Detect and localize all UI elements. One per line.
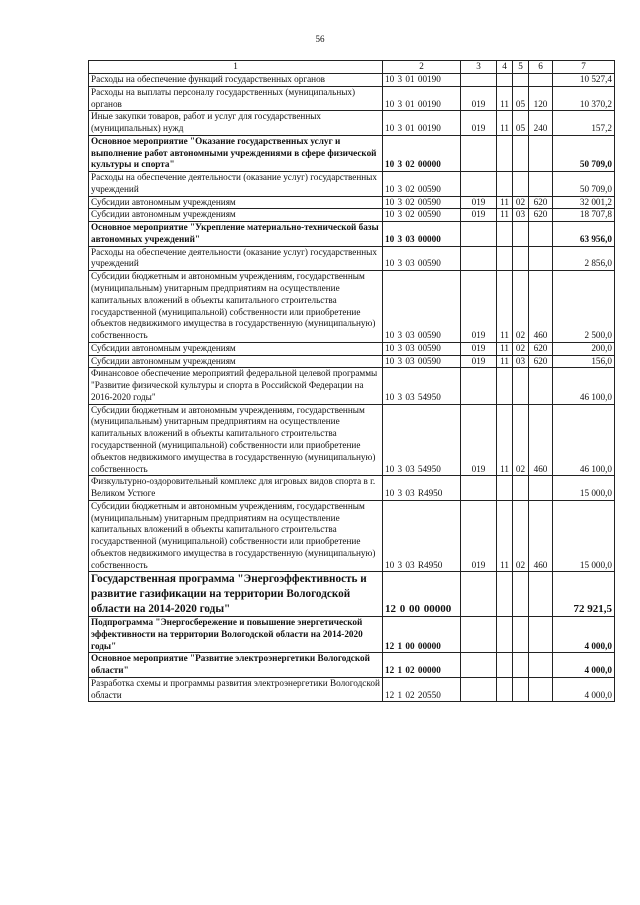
row-expense-type xyxy=(529,368,553,404)
row-section: 11 xyxy=(497,209,513,222)
row-admin: 019 xyxy=(461,111,497,136)
table-row xyxy=(89,368,615,404)
row-amount: 2 500,0 xyxy=(553,271,615,343)
row-code: 12 1 00 00000 xyxy=(383,617,461,653)
row-section xyxy=(497,74,513,87)
row-subsection xyxy=(513,246,529,271)
table-row xyxy=(89,355,615,368)
row-subsection: 02 xyxy=(513,500,529,572)
row-amount: 50 709,0 xyxy=(553,172,615,197)
row-subsection: 03 xyxy=(513,355,529,368)
table-row xyxy=(89,500,615,572)
row-expense-type: 460 xyxy=(529,271,553,343)
row-admin xyxy=(461,653,497,678)
row-name: Разработка схемы и программы развития электроэнергетики Вологодской области xyxy=(89,677,383,702)
row-code: 10 3 03 R4950 xyxy=(383,500,461,572)
row-name: Государственная программа "Энергоэффективность и развитие газификации на территории Вологодской области на 2014-2020 годы" xyxy=(89,572,383,617)
table-row xyxy=(89,476,615,501)
row-amount: 4 000,0 xyxy=(553,653,615,678)
row-expense-type xyxy=(529,677,553,702)
row-section xyxy=(497,135,513,171)
row-subsection: 02 xyxy=(513,404,529,476)
header-row xyxy=(89,61,615,74)
row-admin xyxy=(461,617,497,653)
table-row xyxy=(89,86,615,111)
row-section: 11 xyxy=(497,342,513,355)
row-section: 11 xyxy=(497,355,513,368)
column-header: 5 xyxy=(513,61,529,74)
row-expense-type xyxy=(529,222,553,247)
row-admin: 019 xyxy=(461,355,497,368)
row-expense-type: 620 xyxy=(529,355,553,368)
row-admin xyxy=(461,246,497,271)
row-code: 10 3 03 R4950 xyxy=(383,476,461,501)
row-expense-type xyxy=(529,653,553,678)
row-expense-type: 620 xyxy=(529,196,553,209)
row-section: 11 xyxy=(497,111,513,136)
row-admin xyxy=(461,572,497,617)
row-subsection: 05 xyxy=(513,86,529,111)
row-admin: 019 xyxy=(461,196,497,209)
row-name: Подпрограмма "Энергосбережение и повышение энергетической эффективности на территории Вологодской области на 2014-2020 годы" xyxy=(89,617,383,653)
table-row xyxy=(89,404,615,476)
row-amount: 4 000,0 xyxy=(553,617,615,653)
row-amount: 10 527,4 xyxy=(553,74,615,87)
row-admin xyxy=(461,476,497,501)
table-row xyxy=(89,209,615,222)
row-section xyxy=(497,246,513,271)
row-section: 11 xyxy=(497,500,513,572)
page-number: 56 xyxy=(315,34,325,44)
row-code: 10 3 03 00590 xyxy=(383,246,461,271)
column-header: 6 xyxy=(529,61,553,74)
column-header: 2 xyxy=(383,61,461,74)
row-admin xyxy=(461,172,497,197)
row-name: Субсидии автономным учреждениям xyxy=(89,209,383,222)
row-expense-type: 460 xyxy=(529,500,553,572)
row-section: 11 xyxy=(497,196,513,209)
row-code: 10 3 03 00590 xyxy=(383,355,461,368)
row-section xyxy=(497,476,513,501)
row-expense-type: 620 xyxy=(529,342,553,355)
row-name: Основное мероприятие "Укрепление материально-технической базы автономных учреждений" xyxy=(89,222,383,247)
row-section: 11 xyxy=(497,86,513,111)
row-section xyxy=(497,572,513,617)
row-amount: 72 921,5 xyxy=(553,572,615,617)
row-name: Субсидии автономным учреждениям xyxy=(89,196,383,209)
row-amount: 32 001,2 xyxy=(553,196,615,209)
row-admin: 019 xyxy=(461,404,497,476)
row-code: 10 3 02 00000 xyxy=(383,135,461,171)
row-subsection xyxy=(513,368,529,404)
row-expense-type: 460 xyxy=(529,404,553,476)
row-name: Физкультурно-оздоровительный комплекс для игровых видов спорта в г. Великом Устюге xyxy=(89,476,383,501)
row-admin: 019 xyxy=(461,500,497,572)
row-subsection xyxy=(513,617,529,653)
row-name: Финансовое обеспечение мероприятий федеральной целевой программы "Развитие физической культуры и спорта в Российской Федерации на 2016-2020 годы" xyxy=(89,368,383,404)
table-row xyxy=(89,111,615,136)
row-code: 10 3 01 00190 xyxy=(383,111,461,136)
row-amount: 157,2 xyxy=(553,111,615,136)
row-name: Субсидии бюджетным и автономным учреждениям, государственным (муниципальным) унитарным предприятиям на осуществление капитальных вложений в объекты капитального строительства государственной (муниципальной) собственности или приобретение объектов недвижимого имущества в государственную (муниципальную) собственность xyxy=(89,271,383,343)
row-admin: 019 xyxy=(461,271,497,343)
row-admin xyxy=(461,135,497,171)
row-subsection: 02 xyxy=(513,271,529,343)
row-section xyxy=(497,172,513,197)
table-row xyxy=(89,342,615,355)
table-row xyxy=(89,271,615,343)
row-name: Основное мероприятие "Развитие электроэнергетики Вологодской области" xyxy=(89,653,383,678)
row-subsection xyxy=(513,172,529,197)
row-section xyxy=(497,368,513,404)
table-row xyxy=(89,677,615,702)
row-name: Субсидии автономным учреждениям xyxy=(89,342,383,355)
table-row xyxy=(89,653,615,678)
row-name: Основное мероприятие "Оказание государственных услуг и выполнение работ автономными учреждениями в сфере физической культуры и спорта" xyxy=(89,135,383,171)
row-admin: 019 xyxy=(461,342,497,355)
row-subsection: 05 xyxy=(513,111,529,136)
row-code: 10 3 02 00590 xyxy=(383,196,461,209)
row-expense-type xyxy=(529,135,553,171)
row-expense-type xyxy=(529,74,553,87)
row-section: 11 xyxy=(497,404,513,476)
row-subsection xyxy=(513,653,529,678)
row-name: Расходы на выплаты персоналу государственных (муниципальных) органов xyxy=(89,86,383,111)
row-code: 12 1 02 20550 xyxy=(383,677,461,702)
row-code: 12 1 02 00000 xyxy=(383,653,461,678)
row-expense-type: 240 xyxy=(529,111,553,136)
row-amount: 18 707,8 xyxy=(553,209,615,222)
column-header: 4 xyxy=(497,61,513,74)
row-code: 10 3 01 00190 xyxy=(383,86,461,111)
row-amount: 200,0 xyxy=(553,342,615,355)
row-amount: 15 000,0 xyxy=(553,476,615,501)
row-subsection xyxy=(513,135,529,171)
row-expense-type xyxy=(529,572,553,617)
row-subsection xyxy=(513,476,529,501)
row-subsection xyxy=(513,74,529,87)
row-expense-type xyxy=(529,172,553,197)
row-amount: 46 100,0 xyxy=(553,368,615,404)
row-admin xyxy=(461,677,497,702)
row-amount: 2 856,0 xyxy=(553,246,615,271)
row-name: Расходы на обеспечение деятельности (оказание услуг) государственных учреждений xyxy=(89,172,383,197)
column-header: 7 xyxy=(553,61,615,74)
row-amount: 63 956,0 xyxy=(553,222,615,247)
row-subsection: 02 xyxy=(513,342,529,355)
row-subsection: 03 xyxy=(513,209,529,222)
table-row xyxy=(89,246,615,271)
row-amount: 4 000,0 xyxy=(553,677,615,702)
row-amount: 15 000,0 xyxy=(553,500,615,572)
row-name: Иные закупки товаров, работ и услуг для государственных (муниципальных) нужд xyxy=(89,111,383,136)
table-row xyxy=(89,196,615,209)
row-expense-type: 120 xyxy=(529,86,553,111)
table-row xyxy=(89,572,615,617)
row-amount: 46 100,0 xyxy=(553,404,615,476)
row-admin xyxy=(461,368,497,404)
row-admin xyxy=(461,222,497,247)
row-subsection xyxy=(513,677,529,702)
row-name: Расходы на обеспечение деятельности (оказание услуг) государственных учреждений xyxy=(89,246,383,271)
row-expense-type xyxy=(529,246,553,271)
row-name: Расходы на обеспечение функций государственных органов xyxy=(89,74,383,87)
row-name: Субсидии автономным учреждениям xyxy=(89,355,383,368)
row-section xyxy=(497,653,513,678)
table-row xyxy=(89,74,615,87)
row-code: 10 3 03 00000 xyxy=(383,222,461,247)
row-section xyxy=(497,617,513,653)
row-code: 12 0 00 00000 xyxy=(383,572,461,617)
row-expense-type: 620 xyxy=(529,209,553,222)
row-section xyxy=(497,222,513,247)
table-row xyxy=(89,617,615,653)
row-name: Субсидии бюджетным и автономным учреждениям, государственным (муниципальным) унитарным предприятиям на осуществление капитальных вложений в объекты капитального строительства государственной (муниципальной) собственности или приобретение объектов недвижимого имущества в государственную (муниципальную) собственность xyxy=(89,500,383,572)
row-code: 10 3 03 00590 xyxy=(383,271,461,343)
table-row xyxy=(89,222,615,247)
row-amount: 156,0 xyxy=(553,355,615,368)
row-name: Субсидии бюджетным и автономным учреждениям, государственным (муниципальным) унитарным предприятиям на осуществление капитальных вложений в объекты капитального строительства государственной (муниципальной) собственности или приобретение объектов недвижимого имущества в государственную (муниципальную) собственность xyxy=(89,404,383,476)
row-section xyxy=(497,677,513,702)
row-section: 11 xyxy=(497,271,513,343)
column-header: 1 xyxy=(89,61,383,74)
row-expense-type xyxy=(529,617,553,653)
row-amount: 50 709,0 xyxy=(553,135,615,171)
row-code: 10 3 03 00590 xyxy=(383,342,461,355)
column-header: 3 xyxy=(461,61,497,74)
row-admin: 019 xyxy=(461,209,497,222)
table-row xyxy=(89,172,615,197)
row-code: 10 3 01 00190 xyxy=(383,74,461,87)
row-code: 10 3 02 00590 xyxy=(383,209,461,222)
budget-table xyxy=(88,60,615,702)
row-admin: 019 xyxy=(461,86,497,111)
row-code: 10 3 02 00590 xyxy=(383,172,461,197)
table-row xyxy=(89,135,615,171)
row-amount: 10 370,2 xyxy=(553,86,615,111)
row-admin xyxy=(461,74,497,87)
row-subsection xyxy=(513,572,529,617)
row-subsection: 02 xyxy=(513,196,529,209)
row-code: 10 3 03 54950 xyxy=(383,404,461,476)
row-code: 10 3 03 54950 xyxy=(383,368,461,404)
row-subsection xyxy=(513,222,529,247)
row-expense-type xyxy=(529,476,553,501)
